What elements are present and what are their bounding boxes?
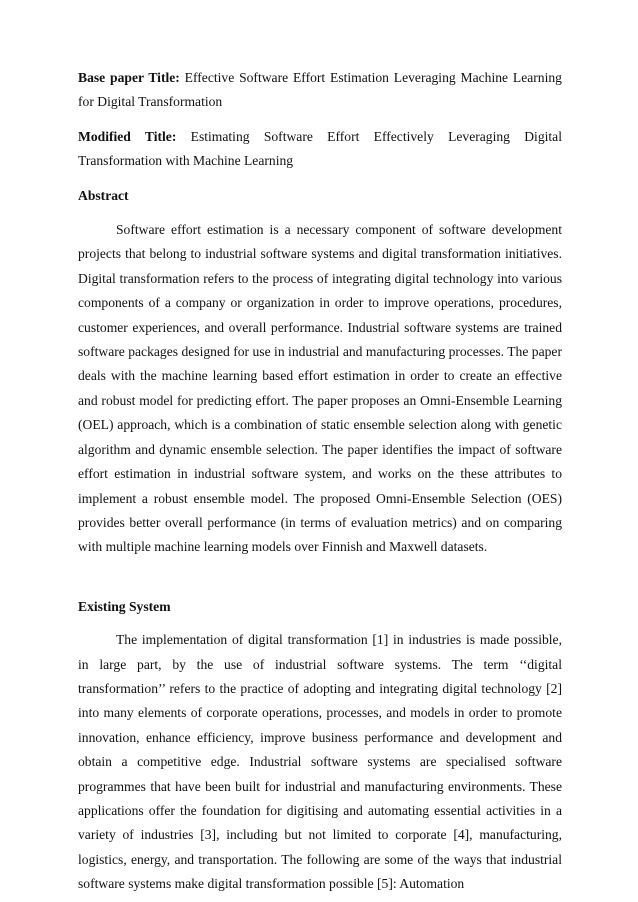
abstract-heading: Abstract (78, 187, 129, 203)
modified-title (78, 125, 562, 174)
base-paper-title (78, 66, 562, 115)
existing-system-body: The implementation of digital transformation [1] in industries is made possible, in large part, by the use of industrial software systems. The term ‘‘digital transformation’’ refers to the practice of adopting and integrating digital technology [2] into many elements of corporate operations, processes, and models in order to promote innovation, enhance efficiency, improve business performance and development and obtain a competitive edge. Industrial software systems are specialised software programmes that have been built for industrial and manufacturing environments. These applications offer the foundation for digitising and automating essential activities in a variety of industries [3], including but not limited to corporate [4], manufacturing, logistics, energy, and transportation. The following are some of the ways that industrial software systems make digital transformation possible [5]: Automation (78, 632, 562, 892)
section-spacer (78, 560, 562, 595)
base-paper-title-label: Base paper Title: (78, 70, 180, 85)
modified-title-label: Modified Title: (78, 128, 177, 144)
abstract-body: Software effort estimation is a necessary component of software development projects that belong to industrial software systems and digital transformation initiatives. Digital transformation refers to the process of integrating digital technology into various components of a company or organization in order to improve operations, procedures, customer experiences, and overall performance. Industrial software systems are trained software packages designed for use in industrial and manufacturing processes. The paper deals with the machine learning based effort estimation in order to create an effective and robust model for predicting effort. The paper proposes an Omni-Ensemble Learning (OEL) approach, which is a combination of static ensemble selection along with genetic algorithm and dynamic ensemble selection. The paper identifies the impact of software effort estimation in industrial software system, and works on the these attributes to implement a robust ensemble model. The proposed Omni-Ensemble Selection (OES) provides better overall performance (in terms of evaluation metrics) and on comparing with multiple machine learning models over Finnish and Maxwell datasets. (78, 222, 562, 555)
document-page (78, 66, 562, 897)
existing-system-heading: Existing System (78, 598, 171, 614)
base-paper-title-text: Effective Software Effort Estimation Leveraging Machine Learning for Digital Transformation (78, 70, 562, 110)
modified-title-text: Estimating Software Effort Effectively Leveraging Digital Transformation with Machine Learning (78, 128, 562, 169)
